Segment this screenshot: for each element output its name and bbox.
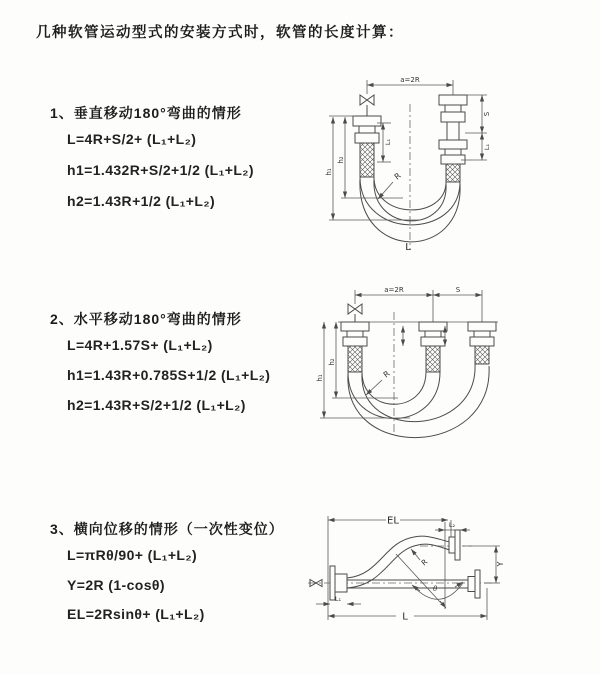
arrowhead <box>334 392 338 399</box>
left-pipe-flange <box>353 116 381 177</box>
radius-leader <box>378 171 403 199</box>
valve-icon <box>348 304 362 322</box>
arrowhead <box>381 123 385 130</box>
valve-icon <box>360 95 374 116</box>
arrowhead <box>480 95 484 102</box>
dim-label-h1: h₁ <box>325 168 333 176</box>
theta-angle <box>396 554 463 608</box>
formula-3-L: L=πRθ/90+ (L₁+L₂) <box>67 547 198 563</box>
arrowhead <box>439 528 446 532</box>
section-2-heading: 2、水平移动180°弯曲的情形 <box>50 311 242 327</box>
arrowhead <box>442 518 449 522</box>
arrowhead <box>322 322 326 329</box>
page-title: 几种软管运动型式的安装方式时，软管的长度计算： <box>36 25 404 41</box>
hose-braid <box>446 164 460 182</box>
left-pipe-flange <box>341 322 369 372</box>
dim-label-y: Y <box>496 561 505 567</box>
dim-label-a2r: a=2R <box>400 76 420 84</box>
arrowhead <box>331 214 335 221</box>
arrowhead <box>334 322 338 329</box>
radius-leader <box>411 549 429 568</box>
arrowhead <box>355 293 362 297</box>
dim-label-l1: L₁ <box>334 595 342 603</box>
arrowhead <box>343 192 347 199</box>
arrowhead <box>381 156 385 163</box>
arrowhead <box>324 602 331 606</box>
hose-braid <box>360 143 374 177</box>
dim-l2 <box>435 521 470 532</box>
section-3-heading: 3、横向位移的情形（一次性变位） <box>50 521 284 537</box>
arrowhead <box>427 293 434 297</box>
theta-label: θ <box>433 585 438 593</box>
length-label: L <box>405 242 411 253</box>
arrowhead <box>480 133 484 140</box>
arrowhead <box>343 117 347 124</box>
radius-label: R <box>381 369 392 380</box>
dim-label-h2: h₂ <box>337 156 345 164</box>
arrowhead <box>460 528 467 532</box>
formula-1-h1: h1=1.432R+S/2+1/2 (L₁+L₂) <box>67 162 254 178</box>
dim-span-top <box>355 286 482 322</box>
hose-braid <box>348 346 362 372</box>
arrowhead <box>476 293 483 297</box>
upper-flange-hub <box>449 537 455 553</box>
dim-label-s: S <box>455 286 461 294</box>
arrowhead <box>401 340 405 347</box>
arrowhead <box>347 602 354 606</box>
arrowhead <box>367 83 374 87</box>
arrowhead <box>331 117 335 124</box>
formula-2-h2: h2=1.43R+S/2+1/2 (L₁+L₂) <box>67 397 246 413</box>
formula-2-h1: h1=1.43R+0.785S+1/2 (L₁+L₂) <box>67 367 271 383</box>
arrowhead <box>447 83 454 87</box>
formula-1-h2: h2=1.43R+1/2 (L₁+L₂) <box>67 193 216 209</box>
dim-label-el: EL <box>387 515 399 527</box>
upper-flange-plate <box>455 530 460 560</box>
radius-label: R <box>392 171 403 182</box>
arrowhead <box>494 577 498 584</box>
radius-leader <box>366 369 392 395</box>
formula-2-L: L=4R+1.57S+ (L₁+L₂) <box>67 337 213 353</box>
arrowhead <box>433 293 440 297</box>
hose-braid <box>426 346 440 372</box>
arrowhead <box>328 518 335 522</box>
dim-label-h2: h₂ <box>328 358 336 366</box>
dim-label-l2: L₂ <box>448 521 456 529</box>
diagram-horizontal-180-bend <box>310 282 600 452</box>
diagram-lateral-displacement <box>300 492 600 637</box>
hose-braid <box>475 346 489 364</box>
dim-label-a2r: a=2R <box>384 286 404 294</box>
right-pipe-flange <box>439 95 467 182</box>
diagram-vertical-180-bend <box>315 72 595 257</box>
arrowhead <box>401 326 405 333</box>
right-pipe-flange <box>468 322 496 364</box>
dim-label-l1: L₁ <box>384 138 392 146</box>
arrowhead <box>481 614 488 618</box>
arrowhead <box>480 127 484 134</box>
middle-pipe-flange <box>419 322 447 372</box>
dim-l1-bottom-left <box>316 595 361 606</box>
arrowhead <box>480 154 484 161</box>
dim-span-top <box>367 76 453 95</box>
dim-el-top <box>328 516 451 621</box>
arrowhead <box>328 614 335 618</box>
formula-3-Y: Y=2R (1-cosθ) <box>67 577 165 593</box>
displaced-hose-curve <box>347 530 460 588</box>
radius-label: R <box>419 557 430 568</box>
dim-label-s: S <box>483 111 491 117</box>
arrowhead <box>494 546 498 553</box>
section-1-heading: 1、垂直移动180°弯曲的情形 <box>50 105 242 121</box>
dim-label-h1: h₁ <box>316 374 324 382</box>
dim-label-l1: L₁ <box>483 143 491 151</box>
formula-1-L: L=4R+S/2+ (L₁+L₂) <box>67 131 197 147</box>
hose-u-curves <box>348 364 489 438</box>
formula-3-EL: EL=2Rsinθ+ (L₁+L₂) <box>67 606 205 622</box>
arrowhead <box>322 412 326 419</box>
dim-label-l: L <box>402 611 408 623</box>
